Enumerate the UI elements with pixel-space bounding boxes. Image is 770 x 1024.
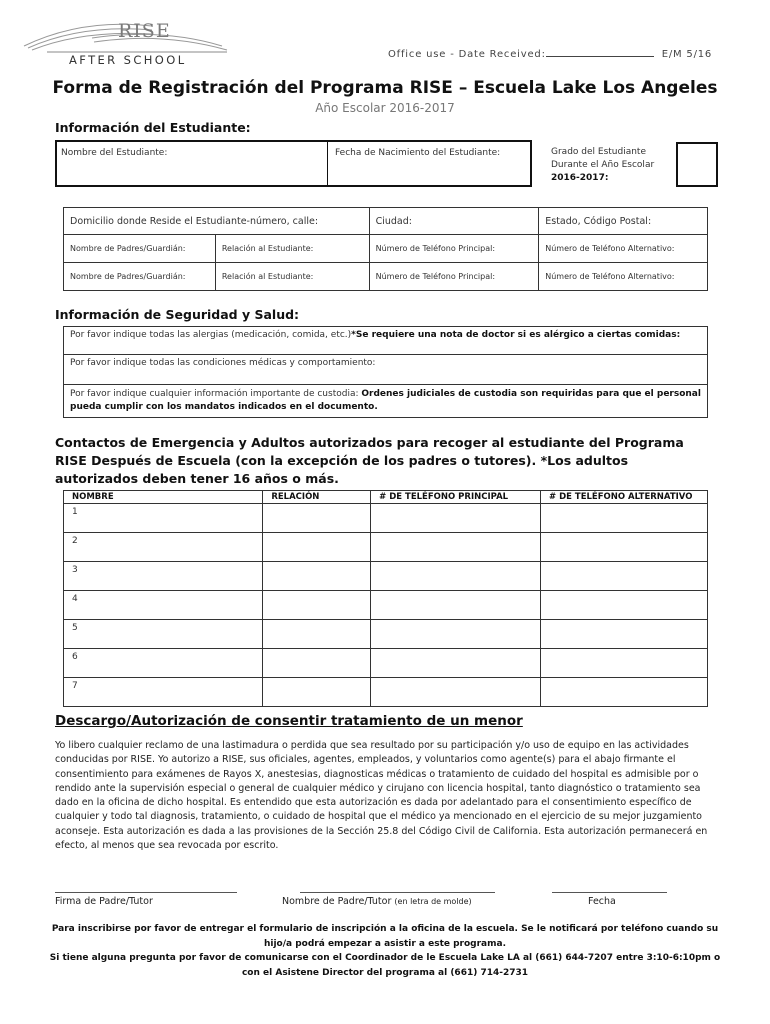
table-row	[64, 562, 708, 591]
contact-relation-cell[interactable]	[263, 533, 371, 562]
parent-name-label-note: (en letra de molde)	[394, 897, 472, 906]
allergies-label: Por favor indique todas las alergias (medicación, comida, etc.)	[70, 330, 352, 340]
rise-logo	[22, 18, 232, 70]
allergies-field[interactable]	[64, 327, 707, 355]
office-use-label: Office use - Date Received:	[388, 49, 546, 60]
address-field[interactable]: Domicilio donde Reside el Estudiante-número, calle:	[64, 208, 370, 235]
parent-row	[64, 235, 708, 263]
logo-after-school-text: AFTER SCHOOL	[69, 53, 187, 67]
conditions-field[interactable]	[64, 355, 707, 385]
parent-name-line[interactable]	[300, 892, 495, 893]
parent-signature-line[interactable]	[55, 892, 237, 893]
parent-name-label-text: Nombre de Padre/Tutor	[282, 896, 392, 907]
contact-alt-phone-cell[interactable]	[541, 533, 708, 562]
parent-name-label	[282, 896, 472, 907]
custody-field[interactable]	[64, 385, 707, 417]
date-label: Fecha	[588, 896, 616, 907]
contact-name-cell[interactable]: 3	[64, 562, 263, 591]
school-year: Año Escolar 2016-2017	[315, 101, 455, 115]
office-use-line	[388, 47, 712, 60]
parent-phone-field[interactable]: Número de Teléfono Principal:	[369, 235, 539, 263]
safety-box	[63, 326, 708, 418]
contact-relation-cell[interactable]	[263, 504, 371, 533]
contact-phone-cell[interactable]	[371, 562, 541, 591]
student-dob-field[interactable]: Fecha de Nacimiento del Estudiante:	[335, 148, 501, 158]
table-row	[64, 649, 708, 678]
contacts-header-row	[64, 491, 708, 504]
contact-name-cell[interactable]: 7	[64, 678, 263, 707]
contact-name-cell[interactable]: 5	[64, 620, 263, 649]
contact-alt-phone-cell[interactable]	[541, 562, 708, 591]
contact-relation-cell[interactable]	[263, 591, 371, 620]
city-field[interactable]: Ciudad:	[369, 208, 539, 235]
contacts-table	[63, 490, 708, 707]
form-title: Forma de Registración del Programa RISE – Escuela Lake Los Angeles	[52, 78, 718, 98]
footer-line-2: Si tiene alguna pregunta por favor de comunicarse con el Coordinador de le Escuela Lake LA al (661) 644-7207 entre 3:10-6:10pm o con el Asistene Director del programa al (661) 714-2731	[49, 953, 721, 978]
contact-phone-cell[interactable]	[371, 504, 541, 533]
footer-notice	[40, 922, 730, 980]
contact-name-cell[interactable]: 1	[64, 504, 263, 533]
date-line[interactable]	[552, 892, 667, 893]
table-row	[64, 504, 708, 533]
parent-alt-phone-field[interactable]: Número de Teléfono Alternativo:	[539, 235, 708, 263]
grade-label-line2: Durante el Año Escolar	[551, 160, 655, 170]
custody-label: Por favor indique cualquier información importante de custodia:	[70, 389, 359, 399]
parent-name-field[interactable]: Nombre de Padres/Guardián:	[64, 263, 216, 291]
parent-phone-field[interactable]: Número de Teléfono Principal:	[369, 263, 539, 291]
contact-name-cell[interactable]: 6	[64, 649, 263, 678]
parent-alt-phone-field[interactable]: Número de Teléfono Alternativo:	[539, 263, 708, 291]
contact-phone-cell[interactable]	[371, 678, 541, 707]
grade-label-line1: Grado del Estudiante	[551, 147, 646, 157]
student-box-divider	[327, 142, 328, 185]
release-body: Yo libero cualquier reclamo de una lastimadura o perdida que sea resultado por su participación y/o uso de equipo en las actividades conducidas por RISE. Yo autorizo a RISE, sus oficiales, agentes, empleados, y voluntarios como agente(s) para el abajo firmante el consentimiento para exámenes de Rayos X, anestesias, diagnosticas médicas o tratamiento de cuidado del hospital es admisible por o rendido ante la supervisión especial o general de cualquier médico y cirujano con licencia hospital, tanto diagnóstico o tratamiento sea dado en la oficina de dicho hospital. Es entendido que esta autorización es dada por adelantado para el consentimiento específico de cualquier y todo tal diagnosis, tratamiento, o cuidado de hospital que el médico ya mencionado en el ejercicio de su mejor juzgamiento aconseje. Esta autorización es dada a las provisiones de la Sección 25.8 del Código Civil de California. Esta autorización permanecerá en efecto, al menos que sea revocada por escrito.	[55, 740, 708, 852]
contact-alt-phone-cell[interactable]	[541, 678, 708, 707]
grade-label	[551, 146, 654, 185]
contact-phone-cell[interactable]	[371, 649, 541, 678]
contact-phone-cell[interactable]	[371, 591, 541, 620]
conditions-label: Por favor indique todas las condiciones médicas y comportamiento:	[70, 358, 376, 368]
date-received-blank[interactable]	[546, 47, 654, 57]
contact-name-cell[interactable]: 4	[64, 591, 263, 620]
custody-note: Ordenes judiciales de custodia son requiridas para que el personal pueda cumplir con los mandatos indicados en el documento.	[70, 389, 701, 412]
contacts-heading: Contactos de Emergencia y Adultos autorizados para recoger al estudiante del Programa RISE Después de Escuela (con la excepción de los padres o tutores). *Los adultos autorizados deben tener 16 años o más.	[55, 435, 684, 486]
table-row	[64, 591, 708, 620]
column-header-name: NOMBRE	[64, 491, 263, 504]
grade-field[interactable]	[676, 142, 718, 187]
footer-line-1: Para inscribirse por favor de entregar el formulario de inscripción a la oficina de la escuela. Se le notificará por teléfono cuando su hijo/a podrá empezar a asistir a este programa.	[51, 924, 719, 949]
table-row	[64, 678, 708, 707]
address-row	[64, 208, 708, 235]
column-header-relation: RELACIÓN	[263, 491, 371, 504]
student-info-heading: Información del Estudiante:	[55, 120, 251, 135]
release-heading: Descargo/Autorización de consentir tratamiento de un menor	[55, 713, 523, 729]
contact-alt-phone-cell[interactable]	[541, 620, 708, 649]
contact-alt-phone-cell[interactable]	[541, 591, 708, 620]
allergies-note: *Se requiere una nota de doctor si es alérgico a ciertas comidas:	[351, 330, 681, 340]
parent-relation-field[interactable]: Relación al Estudiante:	[215, 235, 369, 263]
parent-relation-field[interactable]: Relación al Estudiante:	[215, 263, 369, 291]
student-info-box	[55, 140, 532, 187]
contact-relation-cell[interactable]	[263, 678, 371, 707]
contact-phone-cell[interactable]	[371, 620, 541, 649]
table-row	[64, 533, 708, 562]
safety-heading: Información de Seguridad y Salud:	[55, 307, 300, 322]
parent-name-field[interactable]: Nombre de Padres/Guardián:	[64, 235, 216, 263]
state-zip-field[interactable]: Estado, Código Postal:	[539, 208, 708, 235]
office-code: E/M 5/16	[661, 49, 713, 60]
contact-relation-cell[interactable]	[263, 562, 371, 591]
table-row	[64, 620, 708, 649]
logo-rise-text: RISE	[118, 20, 171, 42]
column-header-phone: # DE TELÉFONO PRINCIPAL	[371, 491, 541, 504]
student-name-field[interactable]: Nombre del Estudiante:	[61, 148, 168, 158]
contact-relation-cell[interactable]	[263, 620, 371, 649]
contact-name-cell[interactable]: 2	[64, 533, 263, 562]
address-parents-table	[63, 207, 708, 291]
contact-phone-cell[interactable]	[371, 533, 541, 562]
contact-relation-cell[interactable]	[263, 649, 371, 678]
contact-alt-phone-cell[interactable]	[541, 504, 708, 533]
grade-label-line3: 2016-2017:	[551, 173, 609, 183]
contact-alt-phone-cell[interactable]	[541, 649, 708, 678]
parent-row	[64, 263, 708, 291]
column-header-alt-phone: # DE TELÉFONO ALTERNATIVO	[541, 491, 708, 504]
parent-signature-label: Firma de Padre/Tutor	[55, 896, 153, 907]
